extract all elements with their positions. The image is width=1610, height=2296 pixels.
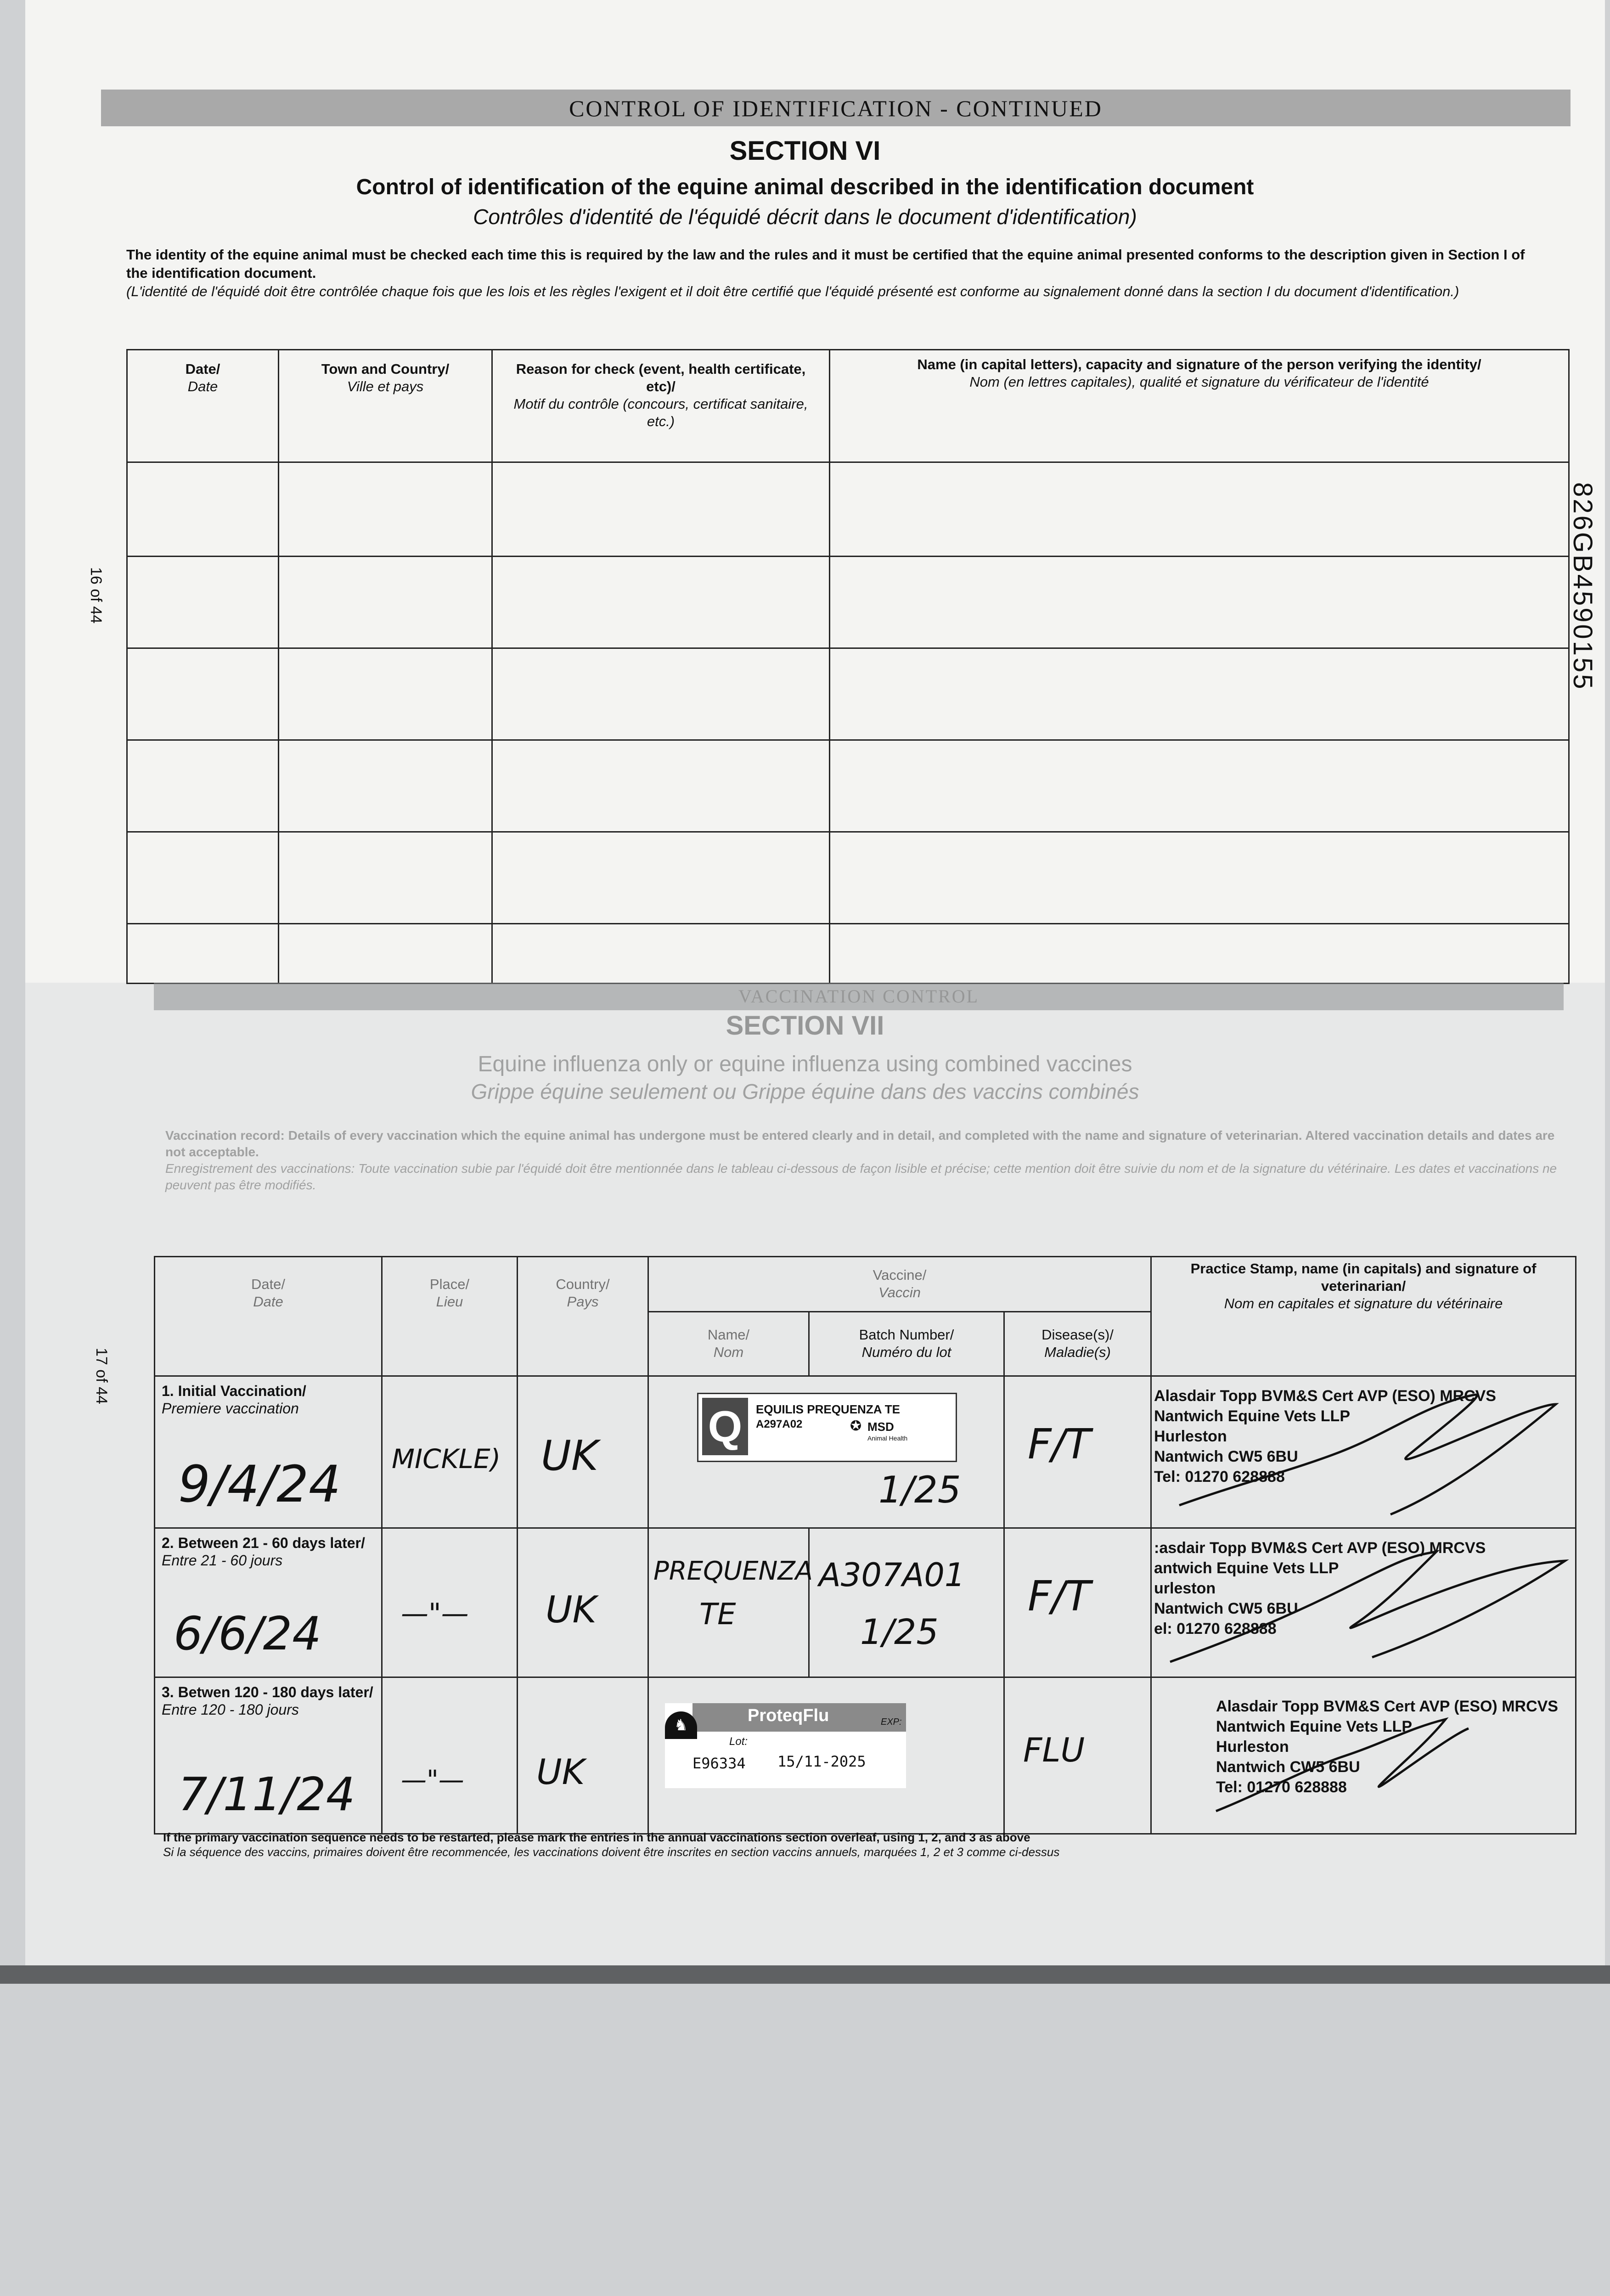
section-band-bottom xyxy=(154,983,1564,1010)
cell[interactable] xyxy=(830,557,1569,648)
footnote-fr: Si la séquence des vaccins, primaires doivent être recommencée, les vaccinations doivent être inscrites en section vaccins annuels, marquées 1, 2 et 3 comme ci-dessus xyxy=(163,1845,1060,1859)
page-number-16: 16 of 44 xyxy=(87,567,105,624)
row2-country: UK xyxy=(546,1588,597,1631)
row1-place: MICKLE) xyxy=(392,1443,501,1475)
row2-disease-cell[interactable] xyxy=(1004,1528,1151,1677)
row3-label xyxy=(155,1678,381,1724)
sticker-lot: E96334 xyxy=(692,1755,746,1773)
vaccination-table xyxy=(154,1256,1576,1835)
row1-signature xyxy=(1152,1377,1574,1524)
subtitle-fr: Contrôles d'identité de l'équidé décrit dans le document d'identification) xyxy=(473,205,1137,229)
vcol-date-fr: Date xyxy=(253,1294,283,1310)
cell[interactable] xyxy=(127,557,279,648)
identity-row xyxy=(127,832,1569,924)
vaccination-intro-en: Vaccination record: Details of every vaccination which the equine animal has undergone must be entered clearly and in detail, and completed with the name and signature of veterinarian. Altered vaccination details and dates are not acceptable. xyxy=(165,1128,1555,1159)
sticker-exp: 15/11-2025 xyxy=(777,1753,866,1771)
vcol-batch xyxy=(809,1312,1004,1376)
band-title-bottom: VACCINATION CONTROL xyxy=(738,986,980,1007)
subtitle-en: Control of identification of the equine animal described in the identification document xyxy=(356,175,1254,199)
col-date-en: Date/ xyxy=(185,361,220,377)
section-title-vii: SECTION VII xyxy=(726,1011,884,1041)
row2-place: —"— xyxy=(401,1597,469,1630)
row3-signature xyxy=(1152,1678,1574,1829)
row3-label-en: 3. Betwen 120 - 180 days later/ xyxy=(162,1684,373,1701)
col-verifier xyxy=(830,350,1569,462)
stamp-line: urleston xyxy=(1154,1579,1216,1597)
band-title: CONTROL OF IDENTIFICATION - CONTINUED xyxy=(569,96,1103,121)
row3-place: —"— xyxy=(401,1765,464,1795)
cell[interactable] xyxy=(127,924,279,984)
vcol-stamp-fr: Nom en capitales et signature du vétérinaire xyxy=(1224,1295,1503,1311)
stamp-line: Hurleston xyxy=(1154,1428,1227,1446)
identity-row xyxy=(127,648,1569,740)
row1-disease-cell[interactable] xyxy=(1004,1376,1151,1528)
footnote xyxy=(163,1830,1587,1859)
row2-place-cell[interactable] xyxy=(382,1528,518,1677)
row3-disease: FLU xyxy=(1023,1731,1085,1770)
side-id-code: 826GB4590155 xyxy=(1568,482,1598,691)
sticker-exp-label: EXP: xyxy=(881,1717,902,1728)
row1-label-en: 1. Initial Vaccination/ xyxy=(162,1383,306,1400)
sticker-brand: MSD xyxy=(867,1420,894,1434)
row2-label-en: 2. Between 21 - 60 days later/ xyxy=(162,1534,365,1551)
intro-fr: (L'identité de l'équidé doit être contrôlée chaque fois que les lois et les règles l'exigent et il doit être certifié que l'équidé présenté est conforme au signalement donné dans la section I du document d'identification.) xyxy=(126,283,1459,299)
cell[interactable] xyxy=(830,832,1569,924)
row2-batch-cell[interactable] xyxy=(809,1528,1004,1677)
vcol-date xyxy=(155,1257,382,1376)
sticker-batch: A297A02 xyxy=(756,1418,803,1431)
row3-label-fr: Entre 120 - 180 jours xyxy=(162,1701,299,1718)
cell[interactable] xyxy=(279,462,492,557)
vcol-disease-fr: Maladie(s) xyxy=(1044,1344,1111,1361)
col-reason xyxy=(492,350,830,462)
vcol-batch-en: Batch Number/ xyxy=(859,1327,954,1343)
intro-en: The identity of the equine animal must be checked each time this is required by the law and the rules and it must be certified that the equine animal presented conforms to the description given in Section I of the identification document. xyxy=(126,247,1525,281)
col-town-en: Town and Country/ xyxy=(321,361,450,377)
row1-disease: F/T xyxy=(1028,1420,1091,1469)
footnote-en: If the primary vaccination sequence needs to be restarted, please mark the entries in the annual vaccinations section overleaf, using 1, 2, and 3 as above xyxy=(163,1830,1030,1844)
passport-binding xyxy=(0,1965,1610,1984)
row2-signature xyxy=(1152,1529,1574,1676)
row3-disease-cell[interactable] xyxy=(1004,1677,1151,1834)
vcol-disease-en: Disease(s)/ xyxy=(1041,1327,1114,1343)
row2-name-1: PREQUENZA xyxy=(653,1556,813,1586)
row1-country: UK xyxy=(541,1432,598,1480)
vcol-batch-fr: Numéro du lot xyxy=(861,1344,951,1361)
row3-country-cell[interactable] xyxy=(518,1677,648,1834)
sticker-lot-label: Lot: xyxy=(729,1735,748,1748)
vcol-date-en: Date/ xyxy=(251,1276,286,1292)
row2-label xyxy=(155,1529,381,1575)
cell[interactable] xyxy=(492,557,830,648)
cell[interactable] xyxy=(492,740,830,832)
vcol-country xyxy=(518,1257,648,1376)
identity-check-table xyxy=(126,349,1570,984)
identity-row xyxy=(127,557,1569,648)
row2-stamp-cell[interactable] xyxy=(1151,1528,1576,1677)
stamp-line: Nantwich CW5 6BU xyxy=(1154,1599,1298,1617)
cell[interactable] xyxy=(279,740,492,832)
stamp-line: :asdair Topp BVM&S Cert AVP (ESO) MRCVS xyxy=(1154,1539,1486,1557)
cell[interactable] xyxy=(830,462,1569,557)
row3-vaccine-cell[interactable] xyxy=(648,1677,1004,1834)
section-band-top xyxy=(101,90,1571,126)
stamp-line: Nantwich CW5 6BU xyxy=(1216,1758,1360,1776)
section-title: SECTION VI xyxy=(729,136,881,166)
stamp-line: antwich Equine Vets LLP xyxy=(1154,1559,1339,1577)
row3-date-cell[interactable] xyxy=(155,1677,382,1834)
row3-country: UK xyxy=(536,1751,585,1793)
intro-paragraph xyxy=(126,246,1550,301)
vcol-vaccine-fr: Vaccin xyxy=(878,1284,921,1300)
row1-place-cell[interactable] xyxy=(382,1376,518,1528)
vcol-vaccine-en: Vaccine/ xyxy=(873,1267,927,1283)
row1-vaccine-cell[interactable] xyxy=(648,1376,1004,1528)
cell[interactable] xyxy=(279,557,492,648)
row3-stamp-cell[interactable] xyxy=(1151,1677,1576,1834)
cell[interactable] xyxy=(279,648,492,740)
vcol-country-fr: Pays xyxy=(567,1294,599,1310)
row2-date-cell[interactable] xyxy=(155,1528,382,1677)
stamp-line: Nantwich CW5 6BU xyxy=(1154,1448,1298,1466)
row2-name-cell[interactable] xyxy=(648,1528,813,1677)
identity-row xyxy=(127,462,1569,557)
q-logo-icon: Q xyxy=(702,1398,748,1455)
stamp-line: Alasdair Topp BVM&S Cert AVP (ESO) MRCVS xyxy=(1154,1387,1496,1405)
vaccination-row-second xyxy=(155,1528,1576,1677)
vcol-vaccine xyxy=(648,1257,1151,1312)
col-date-fr: Date xyxy=(187,378,218,394)
subtitle-vii-en: Equine influenza only or equine influenza using combined vaccines xyxy=(478,1052,1132,1076)
row1-label xyxy=(155,1377,381,1423)
equilis-sticker xyxy=(697,1393,957,1462)
vcol-place-en: Place/ xyxy=(429,1276,470,1292)
stamp-line: Tel: 01270 628888 xyxy=(1216,1778,1347,1796)
cell[interactable] xyxy=(830,924,1569,984)
vcol-country-en: Country/ xyxy=(556,1276,610,1292)
stamp-line: Tel: 01270 628888 xyxy=(1154,1468,1285,1486)
cell[interactable] xyxy=(492,462,830,557)
vaccination-intro-fr: Enregistrement des vaccinations: Toute vaccination subie par l'équidé doit être mentionnée dans le tableau ci-dessous de façon lisible et précise; cette mention doit être suivie du nom et de la signature du vétérinaire. Les dates et vaccinations ne peuvent pas être modifiés. xyxy=(165,1161,1557,1192)
row2-name-2: TE xyxy=(699,1597,736,1632)
msd-logo-icon: ✪ xyxy=(850,1418,862,1434)
row1-stamp-cell[interactable] xyxy=(1151,1376,1576,1528)
row1-country-cell[interactable] xyxy=(518,1376,648,1528)
vcol-name-en: Name/ xyxy=(707,1327,750,1343)
sticker-brand: ProteqFlu xyxy=(748,1706,829,1726)
row2-date: 6/6/24 xyxy=(174,1606,321,1660)
cell[interactable] xyxy=(492,648,830,740)
vcol-stamp xyxy=(1151,1257,1576,1376)
cell[interactable] xyxy=(279,924,492,984)
vcol-place-fr: Lieu xyxy=(436,1294,463,1310)
horse-logo-icon: ♞ xyxy=(665,1711,697,1739)
vcol-stamp-en: Practice Stamp, name (in capitals) and signature of veterinarian/ xyxy=(1190,1261,1537,1294)
row2-label-fr: Entre 21 - 60 jours xyxy=(162,1552,283,1569)
row2-disease: F/T xyxy=(1028,1572,1091,1621)
vaccination-row-initial xyxy=(155,1376,1576,1528)
cell[interactable] xyxy=(127,740,279,832)
stamp-line: Hurleston xyxy=(1216,1738,1289,1756)
proteqflu-sticker xyxy=(665,1703,906,1788)
row1-expiry: 1/25 xyxy=(878,1469,961,1512)
row2-country-cell[interactable] xyxy=(518,1528,648,1677)
row1-label-fr: Premiere vaccination xyxy=(162,1400,299,1417)
cell[interactable] xyxy=(492,832,830,924)
row2-expiry: 1/25 xyxy=(860,1611,939,1652)
sticker-brand-sub: Animal Health xyxy=(867,1435,908,1442)
col-reason-fr: Motif du contrôle (concours, certificat sanitaire, etc.) xyxy=(513,396,808,429)
cell[interactable] xyxy=(127,832,279,924)
page-number-17: 17 of 44 xyxy=(93,1348,110,1404)
identity-row xyxy=(127,740,1569,832)
row1-date: 9/4/24 xyxy=(178,1455,341,1514)
stamp-line: Alasdair Topp BVM&S Cert AVP (ESO) MRCVS xyxy=(1216,1698,1558,1716)
vcol-name xyxy=(648,1312,809,1376)
row1-date-cell[interactable] xyxy=(155,1376,382,1528)
cell[interactable] xyxy=(127,648,279,740)
col-reason-en: Reason for check (event, health certificate, etc)/ xyxy=(516,361,806,394)
vaccination-row-third xyxy=(155,1677,1576,1834)
vcol-place xyxy=(382,1257,518,1376)
col-town xyxy=(279,350,492,462)
identity-row xyxy=(127,924,1569,984)
cell[interactable] xyxy=(830,740,1569,832)
row2-batch: A307A01 xyxy=(819,1556,965,1594)
col-verifier-fr: Nom (en lettres capitales), qualité et signature du vérificateur de l'identité xyxy=(969,374,1429,390)
col-town-fr: Ville et pays xyxy=(347,378,424,394)
vaccination-header-1 xyxy=(155,1257,1576,1312)
col-verifier-en: Name (in capital letters), capacity and signature of the person verifying the identity/ xyxy=(917,356,1481,372)
stamp-line: Nantwich Equine Vets LLP xyxy=(1216,1718,1412,1736)
vaccination-intro xyxy=(165,1127,1575,1193)
identity-table-header xyxy=(127,350,1569,462)
row3-place-cell[interactable] xyxy=(382,1677,518,1834)
stamp-line: el: 01270 628888 xyxy=(1154,1620,1277,1638)
stamp-line: Nantwich Equine Vets LLP xyxy=(1154,1407,1350,1425)
vcol-name-fr: Nom xyxy=(713,1344,744,1361)
row3-date: 7/11/24 xyxy=(178,1767,355,1822)
cell[interactable] xyxy=(279,832,492,924)
col-date xyxy=(127,350,279,462)
sticker-product: EQUILIS PREQUENZA TE xyxy=(756,1402,900,1417)
cell[interactable] xyxy=(492,924,830,984)
vcol-disease xyxy=(1004,1312,1151,1376)
cell[interactable] xyxy=(127,462,279,557)
cell[interactable] xyxy=(830,648,1569,740)
subtitle-vii-fr: Grippe équine seulement ou Grippe équine dans des vaccins combinés xyxy=(471,1080,1139,1103)
